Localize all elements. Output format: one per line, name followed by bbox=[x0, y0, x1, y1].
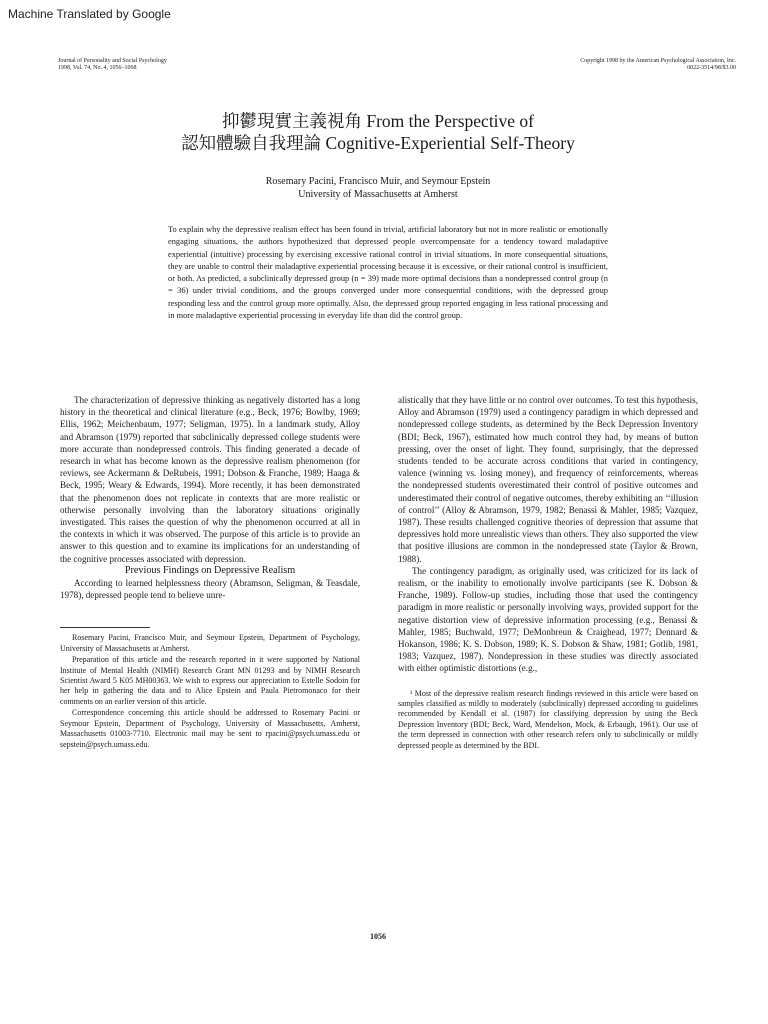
author-note: Rosemary Pacini, Francisco Muir, and Seymour Epstein, Department of Psychology, University of Massachusetts at Amherst. bbox=[60, 633, 360, 653]
journal-volume: 1998, Vol. 74, No. 4, 1056–1068 bbox=[58, 65, 137, 71]
title-line-1: 抑鬱現實主義視角 From the Perspective of bbox=[221, 111, 535, 131]
abstract: To explain why the depressive realism effect has been found in trivial, artificial laboratory but not in more realistic or emotionally engaging situations, the authors hypothesized that depressed people overcompensate for a tendency toward maladaptive experiential (intuitive) processing by exercising excessive rational control in trivial situations. In more consequential situations, they are unable to control their maladaptive experiential processing because it is excessive, or their rational control is insufficient, or both. As predicted, a subclinically depressed group (n = 39) made more optimal decisions than a nondepressed control group (n = 36) under trivial conditions, and the groups converged under more consequential conditions, with the depressed group responding less and the control group more optimally. Also, the depressed group reported engaging in less rational processing and in more maladaptive experiential processing in everyday life than did the control group. bbox=[168, 225, 608, 321]
section-heading: Previous Findings on Depressive Realism bbox=[124, 564, 296, 576]
translation-label: Machine Translated by Google bbox=[8, 7, 171, 21]
funding-note: Preparation of this article and the research reported in it were supported by National Institute of Mental Health (NIMH) Research Grant MN 01293 and by NIMH Research Scientist Award 5 K05 MH00363. We wish to express our appreciation to Estelle Sodoin for her help in gathering the data and to Alice Epstein and Paula Pietromonaco for their comments on an earlier version of this article. bbox=[60, 655, 360, 706]
copyright-line: Copyright 1998 by the American Psychological Association, Inc. bbox=[580, 58, 736, 64]
author-footnotes bbox=[60, 633, 360, 749]
page-number: 1056 bbox=[370, 932, 386, 941]
footnote-divider bbox=[60, 627, 150, 628]
issn-line: 0022-3514/98/$3.00 bbox=[687, 65, 736, 71]
title-line-2: 認知體驗自我理論 Cognitive-Experiential Self-Theory bbox=[181, 133, 575, 153]
footnote-1 bbox=[398, 689, 698, 751]
continued-paragraph: alistically that they have little or no control over outcomes. To test this hypothesis, Alloy and Abramson (1979) used a contingency paradigm in which depressed and nondepressed college students, as determined by the Beck Depression Inventory (BDI; Beck, 1967), estimated how much control they had, by means of button pressing, over the onset of light. They found, surprisingly, that the depressed students tended to be accurate across conditions that varied in contingency, valence (winning vs. losing money), and frequency of reinforcements, whereas the nondepressed students overestimated their control of positive outcomes and underestimated their control of negative outcomes, thereby exhibiting an ‘‘illusion of control’’ (Alloy & Abramson, 1979, 1982; Benassi & Mahler, 1985; Vazquez, 1987). These results challenged cognitive theories of depression that assume that depressives hold more unrealistic views than others. They also supported the view that positive illusions are common in the nondepressed state (Taylor & Brown, 1988). bbox=[398, 395, 698, 564]
author-list: Rosemary Pacini, Francisco Muir, and Seymour Epstein bbox=[265, 176, 491, 187]
intro-paragraph: The characterization of depressive thinking as negatively distorted has a long history in the theoretical and clinical literature (e.g., Beck, 1976; Bowlby, 1969; Ellis, 1962; Meichenbaum, 1977; Seligman, 1975). In a landmark study, Alloy and Abramson (1979) reported that subclinically depressed college students were more accurate than nondepressed controls. This finding generated a decade of research in what has become known as the depressive realism phenomenon (for reviews, see Ackermann & DeRubeis, 1991; Dobson & Franche, 1989; Haaga & Beck, 1995; Weary & Edwards, 1994). More recently, it has been demonstrated that the phenomenon does not replicate in contexts that are more realistic or otherwise personally involving than the laboratory situations originally investigated. This raises the question of why the phenomenon occurred at all in the contexts in which it was observed. The purpose of this article is to provide an answer to this question and to examine its implications for an understanding of the cognitive processes associated with depression. bbox=[60, 395, 360, 564]
copyright-header bbox=[436, 58, 736, 72]
article-title bbox=[118, 110, 638, 154]
right-column bbox=[398, 394, 698, 751]
left-column bbox=[60, 394, 360, 751]
translation-banner bbox=[0, 0, 768, 30]
journal-name: Journal of Personality and Social Psychology bbox=[58, 58, 167, 64]
footnote-text: ¹ Most of the depressive realism research findings reviewed in this article were based on samples classified as mildly to moderately (subclinically) depressed according to guidelines recommended by Kendall et al. (1987) for classifying depression by using the Beck Depression Inventory (BDI; Beck, Ward, Mendelson, Mock, & Erbaugh, 1961). Our use of the term depressed in connection with other research refers only to subclinically or mildly depressed people as determined by the BDI. bbox=[398, 688, 698, 750]
section-paragraph: According to learned helplessness theory (Abramson, Seligman, & Teasdale, 1978), depressed people tend to believe unre- bbox=[60, 578, 360, 601]
affiliation: University of Massachusetts at Amherst bbox=[298, 189, 458, 200]
journal-header bbox=[58, 58, 318, 72]
criticism-paragraph: The contingency paradigm, as originally used, was criticized for its lack of realism, or the inability to emotionally involve participants (see K. Dobson & Franche, 1989). Follow-up studies, including those that used the contingency paradigm in more realistic or personally involving ways, provided support for the negative distortion view of depressive information processing (e.g., Benassi & Mahler, 1985; Buchwald, 1977; DeMonbreun & Craighead, 1977; Dennard & Hokanson, 1986; K. S. Dobson, 1989; K. S. Dobson & Shaw, 1981; Gotlib, 1981, 1983; Vazquez, 1987). Nondepression in these studies was directly associated with either optimistic distortions (e.g., bbox=[398, 565, 698, 674]
correspondence-note: Correspondence concerning this article should be addressed to Rosemary Pacini or Seymour Epstein, Department of Psychology, University of Massachusetts, Amherst, Massachusetts 01003-7710. Electronic mail may be sent to rpacini@psych.umass.edu or sepstein@psych.umass.edu. bbox=[60, 708, 360, 749]
